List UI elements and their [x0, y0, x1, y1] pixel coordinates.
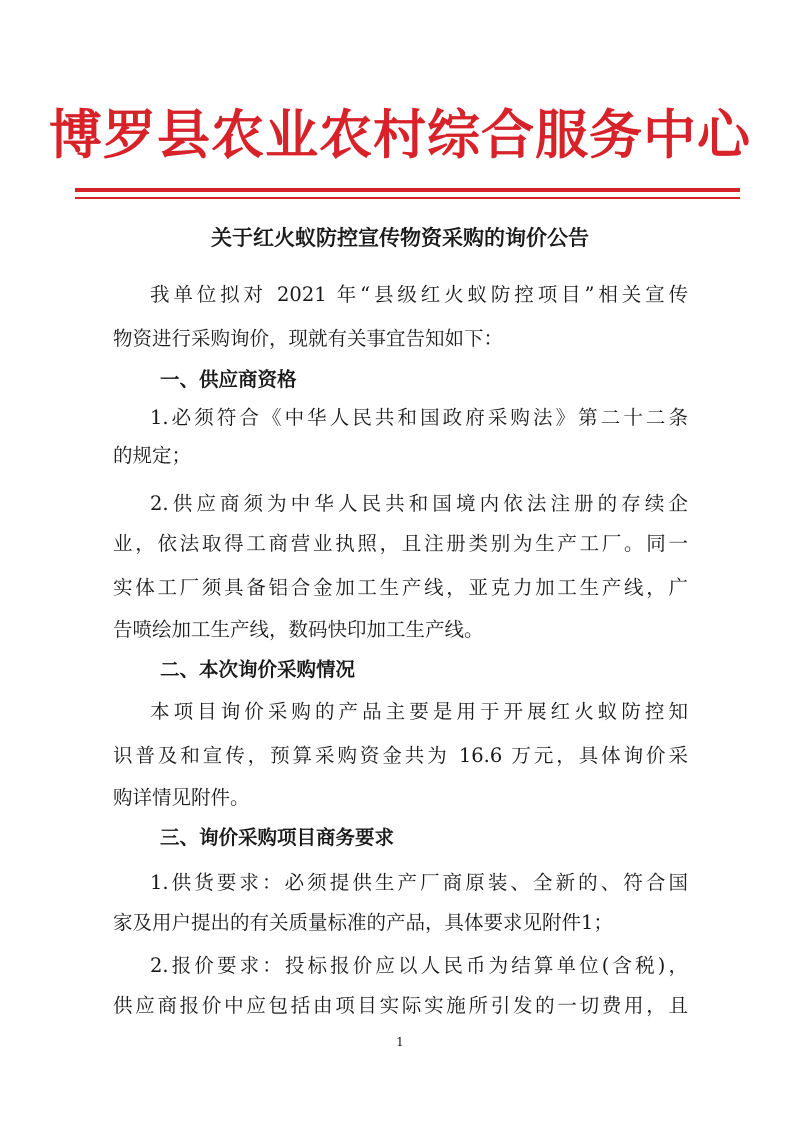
- section-1-line-2: 的规定；: [113, 444, 192, 467]
- section-heading-procurement-situation: 二、本次询价采购情况: [160, 658, 356, 681]
- organization-masthead: 博罗县农业农村综合服务中心: [49, 104, 751, 166]
- section-heading-business-requirements: 三、询价采购项目商务要求: [160, 826, 395, 849]
- section-1-line-1: 1.必须符合《中华人民共和国政府采购法》第二十二条: [150, 406, 688, 429]
- section-3-line-3: 2.报价要求：投标报价应以人民币为结算单位(含税)，: [150, 954, 688, 977]
- masthead-thin-rule: [75, 197, 740, 199]
- section-3-line-2: 家及用户提出的有关质量标准的产品，具体要求见附件1；: [113, 911, 613, 934]
- section-1-line-3: 2.供应商须为中华人民共和国境内依法注册的存续企: [150, 492, 688, 515]
- section-1-line-4: 业，依法取得工商营业执照，且注册类别为生产工厂。同一: [113, 532, 688, 555]
- page-number: 1: [396, 1035, 404, 1049]
- section-2-line-1: 本项目询价采购的产品主要是用于开展红火蚁防控知: [150, 700, 688, 723]
- section-3-line-4: 供应商报价中应包括由项目实际实施所引发的一切费用，且: [113, 994, 688, 1017]
- masthead-thick-rule: [75, 188, 740, 192]
- section-1-line-5: 实体工厂须具备铝合金加工生产线，亚克力加工生产线，广: [113, 576, 688, 599]
- intro-line-2: 物资进行采购询价，现就有关事宜告知如下：: [113, 327, 504, 350]
- section-2-line-3: 购详情见附件。: [113, 786, 250, 809]
- intro-line-1: 我单位拟对 2021 年“县级红火蚁防控项目”相关宣传: [150, 283, 688, 306]
- notice-title: 关于红火蚁防控宣传物资采购的询价公告: [211, 226, 589, 250]
- section-1-line-6: 告喷绘加工生产线，数码快印加工生产线。: [113, 618, 484, 641]
- section-3-line-1: 1.供货要求：必须提供生产厂商原装、全新的、符合国: [150, 871, 688, 894]
- section-heading-supplier-qualification: 一、供应商资格: [160, 368, 297, 391]
- section-2-line-2: 识普及和宣传，预算采购资金共为 16.6 万元，具体询价采: [113, 744, 688, 767]
